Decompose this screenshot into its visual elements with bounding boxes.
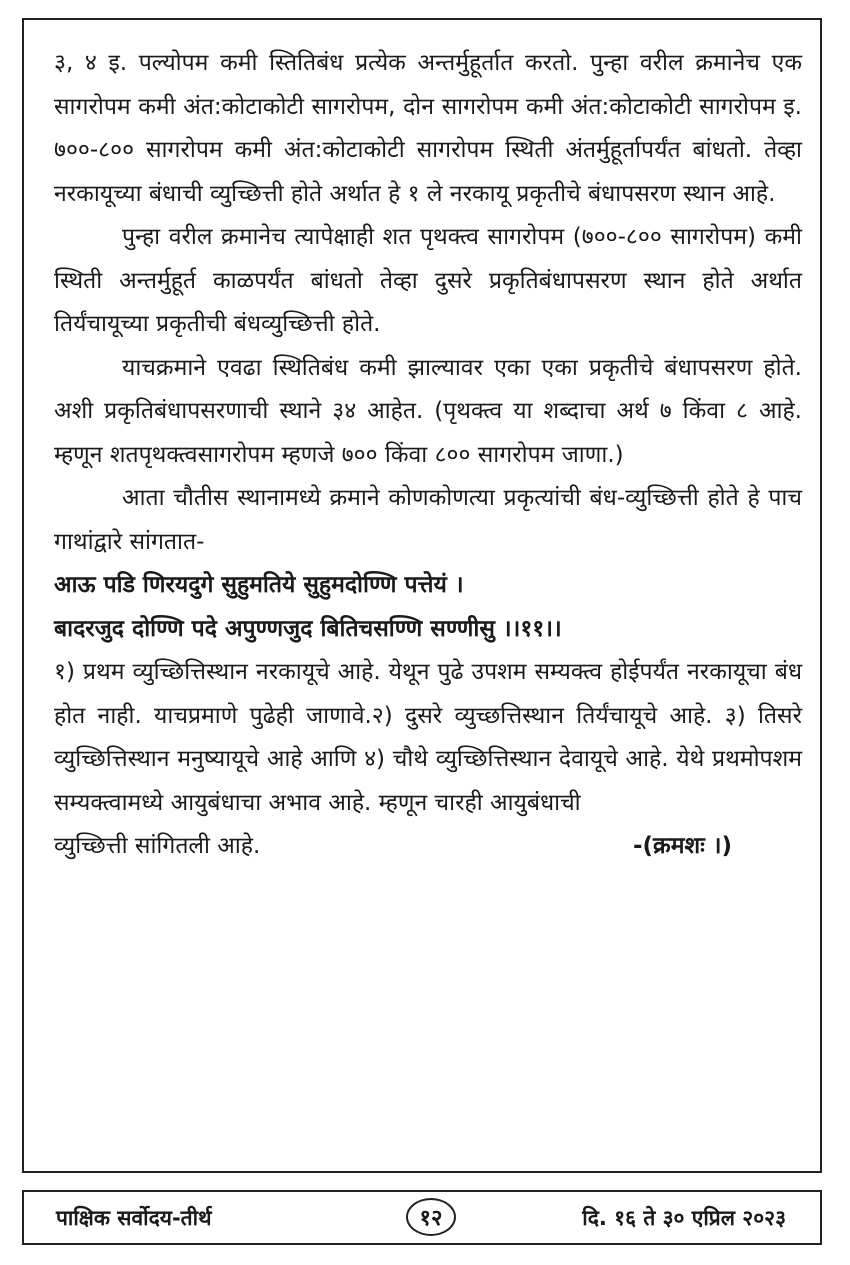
paragraph-2: पुन्हा वरील क्रमानेच त्यापेक्षाही शत पृथक्त्व सागरोपम (७००-८०० सागरोपम) कमी स्थिती अन्तर्मुहूर्त काळपर्यंत बांधतो तेव्हा दुसरे प्रकृतिबंधापसरण स्थान होते अर्थात तिर्यंचायूच्या प्रकृतीची बंधव्युच्छित्ती होते. bbox=[54, 224, 802, 337]
verse-line-1: आऊ पडि णिरयदुगे सुहुमतिये सुहुमदोण्णि पत्तेयं । bbox=[54, 572, 464, 598]
paragraph-1: ३, ४ इ. पल्योपम कमी स्तितिबंध प्रत्येक अन्तर्मुहूर्तात करतो. पुन्हा वरील क्रमानेच एक सागरोपम कमी अंत:कोटाकोटी सागरोपम, दोन सागरोपम कमी अंत:कोटाकोटी सागरोपम इ. ७००-८०० सागरोपम कमी अंत:कोटाकोटी सागरोपम स्थिती अंतर्मुहूर्तापर्यंत बांधतो. तेव्हा नरकायूच्या बंधाची व्युच्छित्ती होते अर्थात हे १ ले नरकायू प्रकृतीचे बंधापसरण स्थान आहे. bbox=[54, 50, 802, 207]
verse-line-2: बादरजुद दोण्णि पदे अपुण्णजुद बितिचसण्णि सण्णीसु ।।११।। bbox=[54, 615, 562, 642]
page-footer bbox=[22, 1190, 822, 1245]
issue-date: दि. १६ ते ३० एप्रिल २०२३ bbox=[582, 1206, 786, 1230]
paragraph-5-end: व्युच्छित्ती सांगितली आहे. bbox=[54, 833, 261, 859]
publication-name: पाक्षिक सर्वोदय-तीर्थ bbox=[56, 1206, 212, 1230]
article-content bbox=[54, 42, 802, 869]
continued-note: -(क्रमशः ।) bbox=[633, 833, 732, 859]
paragraph-5: १) प्रथम व्युच्छित्तिस्थान नरकायूचे आहे. येथून पुढे उपशम सम्यक्त्व होईपर्यंत नरकायूचा बंध होत नाही. याचप्रमाणे पुढेही जाणावे.२) दुसरे व्युच्छत्तिस्थान तिर्यंचायूचे आहे. ३) तिसरे व्युच्छित्तिस्थान मनुष्यायूचे आहे आणि ४) चौथे व्युच्छित्तिस्थान देवायूचे आहे. येथे प्रथमोपशम सम्यक्त्वामध्ये आयुबंधाचा अभाव आहे. म्हणून चारही आयुबंधाची bbox=[54, 659, 802, 816]
paragraph-3: याचक्रमाने एवढा स्थितिबंध कमी झाल्यावर एका एका प्रकृतीचे बंधापसरण होते. अशी प्रकृतिबंधापसरणाची स्थाने ३४ आहेत. (पृथक्त्व या शब्दाचा अर्थ ७ किंवा ८ आहे. म्हणून शतपृथक्त्वसागरोपम म्हणजे ७०० किंवा ८०० सागरोपम जाणा.) bbox=[54, 354, 802, 468]
closing-line bbox=[54, 825, 802, 869]
article-box bbox=[22, 18, 822, 1173]
paragraph-4: आता चौतीस स्थानामध्ये क्रमाने कोणकोणत्या प्रकृत्यांची बंध-व्युच्छित्ती होते हे पाच गाथांद्वारे सांगतात- bbox=[54, 485, 802, 555]
page-number: १२ bbox=[406, 1198, 456, 1236]
